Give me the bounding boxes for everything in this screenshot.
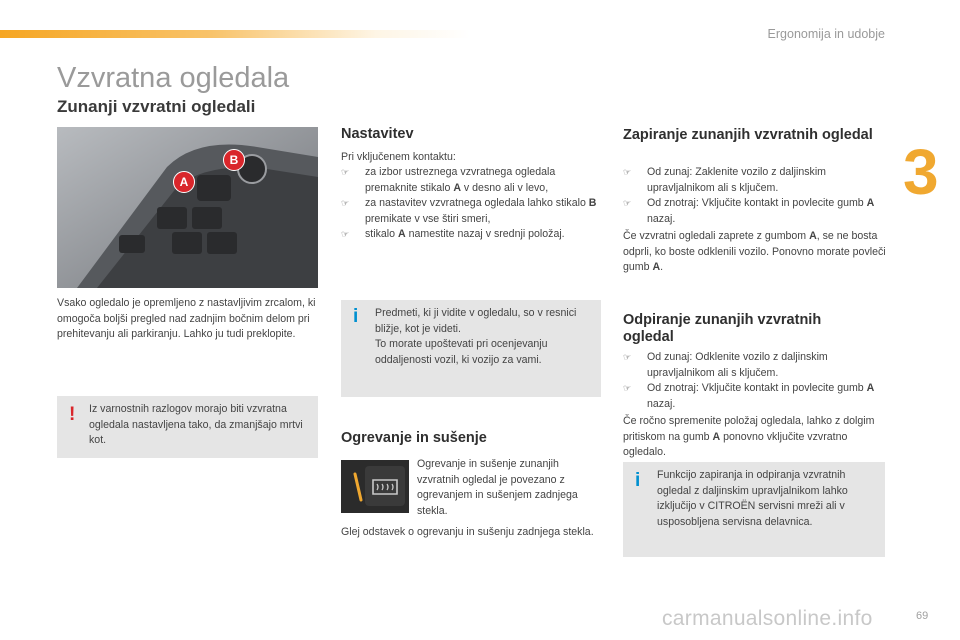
pointing-hand-icon: ☞ (341, 198, 350, 208)
list-item: ☞ za nastavitev vzvratnega ogledala lahko stikalo B premikate v vse štiri smeri, (341, 197, 597, 225)
exclamation-icon: ! (69, 404, 76, 425)
chapter-number: 3 (903, 136, 939, 208)
footer-watermark: carmanualsonline.info (662, 607, 873, 630)
page-number: 69 (916, 610, 929, 622)
adjustment-lead: Pri vključenem kontaktu: (341, 151, 456, 163)
photo-label-b: B (223, 149, 245, 171)
pointing-hand-icon: ☞ (623, 167, 632, 177)
heating-text: Ogrevanje in sušenje zunanjih vzvratnih ogledal je povezano z ogrevanjem in sušenjem zadnjega stekla. (417, 458, 578, 517)
folding-note: Če vzvratni ogledali zaprete z gumbom A, se ne bosta odprli, ko boste odklenili vozilo. Ponovno morate povleči gumb A. (623, 230, 886, 273)
page-subtitle: Zunanji vzvratni ogledali (57, 97, 256, 116)
unfolding-note: Če ročno spremenite položaj ogledala, lahko z dolgim pritiskom na gumb A ponovno vključite vzvratno ogledalo. (623, 415, 875, 458)
page-title: Vzvratna ogledala (57, 62, 290, 94)
adjustment-heading: Nastavitev (341, 126, 414, 142)
photo-label-a: A (173, 171, 195, 193)
list-item: ☞ Od znotraj: Vključite kontakt in povlecite gumb A nazaj. (623, 382, 875, 410)
list-item: ☞ stikalo A namestite nazaj v srednji položaj. (341, 227, 603, 243)
folding-heading: Zapiranje zunanjih vzvratnih ogledal (623, 127, 873, 143)
unfolding-heading: Odpiranje zunanjih vzvratnih ogledal (623, 312, 822, 345)
info-box-mirror (341, 300, 601, 397)
section-label: Ergonomija in udobje (767, 27, 885, 41)
adjustment-list (341, 165, 603, 243)
header-accent-bar (0, 30, 470, 38)
list-item: ☞ Od znotraj: Vključite kontakt in povlecite gumb A nazaj. (623, 197, 875, 225)
pointing-hand-icon: ☞ (623, 198, 632, 208)
intro-text: Vsako ogledalo je opremljeno z nastavljivim zrcalom, ki omogoča boljši pregled nad zadnjim bočnim delom pri prehitevanju ali parkiranju. Lahko ju tudi preklopite. (57, 297, 316, 340)
heating-reference: Glej odstavek o ogrevanju in sušenju zadnjega stekla. (341, 526, 594, 538)
pointing-hand-icon: ☞ (341, 229, 350, 239)
rear-defrost-button-photo (341, 460, 409, 513)
mirror-control-photo (57, 127, 318, 288)
folding-list (623, 165, 888, 227)
info-text-mirror: Predmeti, ki ji vidite v ogledalu, so v resnici bližje, kot je videti. To morate upoštevati pri ocenjevanju oddaljenosti vozil, ki vozijo za vami. (375, 307, 577, 366)
list-item: ☞ Od zunaj: Zaklenite vozilo z daljinskim upravljalnikom ali s ključem. (623, 166, 826, 194)
info-icon: i (353, 306, 359, 327)
warning-text: Iz varnostnih razlogov morajo biti vzvratna ogledala nastavljena tako, da zmanjšajo mrtvi kot. (89, 403, 303, 446)
warning-box (57, 396, 318, 458)
pointing-hand-icon: ☞ (623, 383, 632, 393)
info-box-remote (623, 462, 885, 557)
info-icon: i (635, 470, 641, 491)
list-item: ☞ Od zunaj: Odklenite vozilo z daljinskim upravljalnikom ali s ključem. (623, 351, 828, 379)
info-text-remote: Funkcijo zapiranja in odpiranja vzvratnih ogledal z daljinskim upravljalnikom lahko izključijo v CITROËN servisni mreži ali v usposobljena servisna delavnica. (657, 469, 848, 528)
unfolding-list (623, 350, 888, 412)
pointing-hand-icon: ☞ (623, 352, 632, 362)
list-item: ☞ za izbor ustreznega vzvratnega ogledala premaknite stikalo A v desno ali v levo, (341, 166, 556, 194)
heating-heading: Ogrevanje in sušenje (341, 430, 487, 446)
pointing-hand-icon: ☞ (341, 167, 350, 177)
